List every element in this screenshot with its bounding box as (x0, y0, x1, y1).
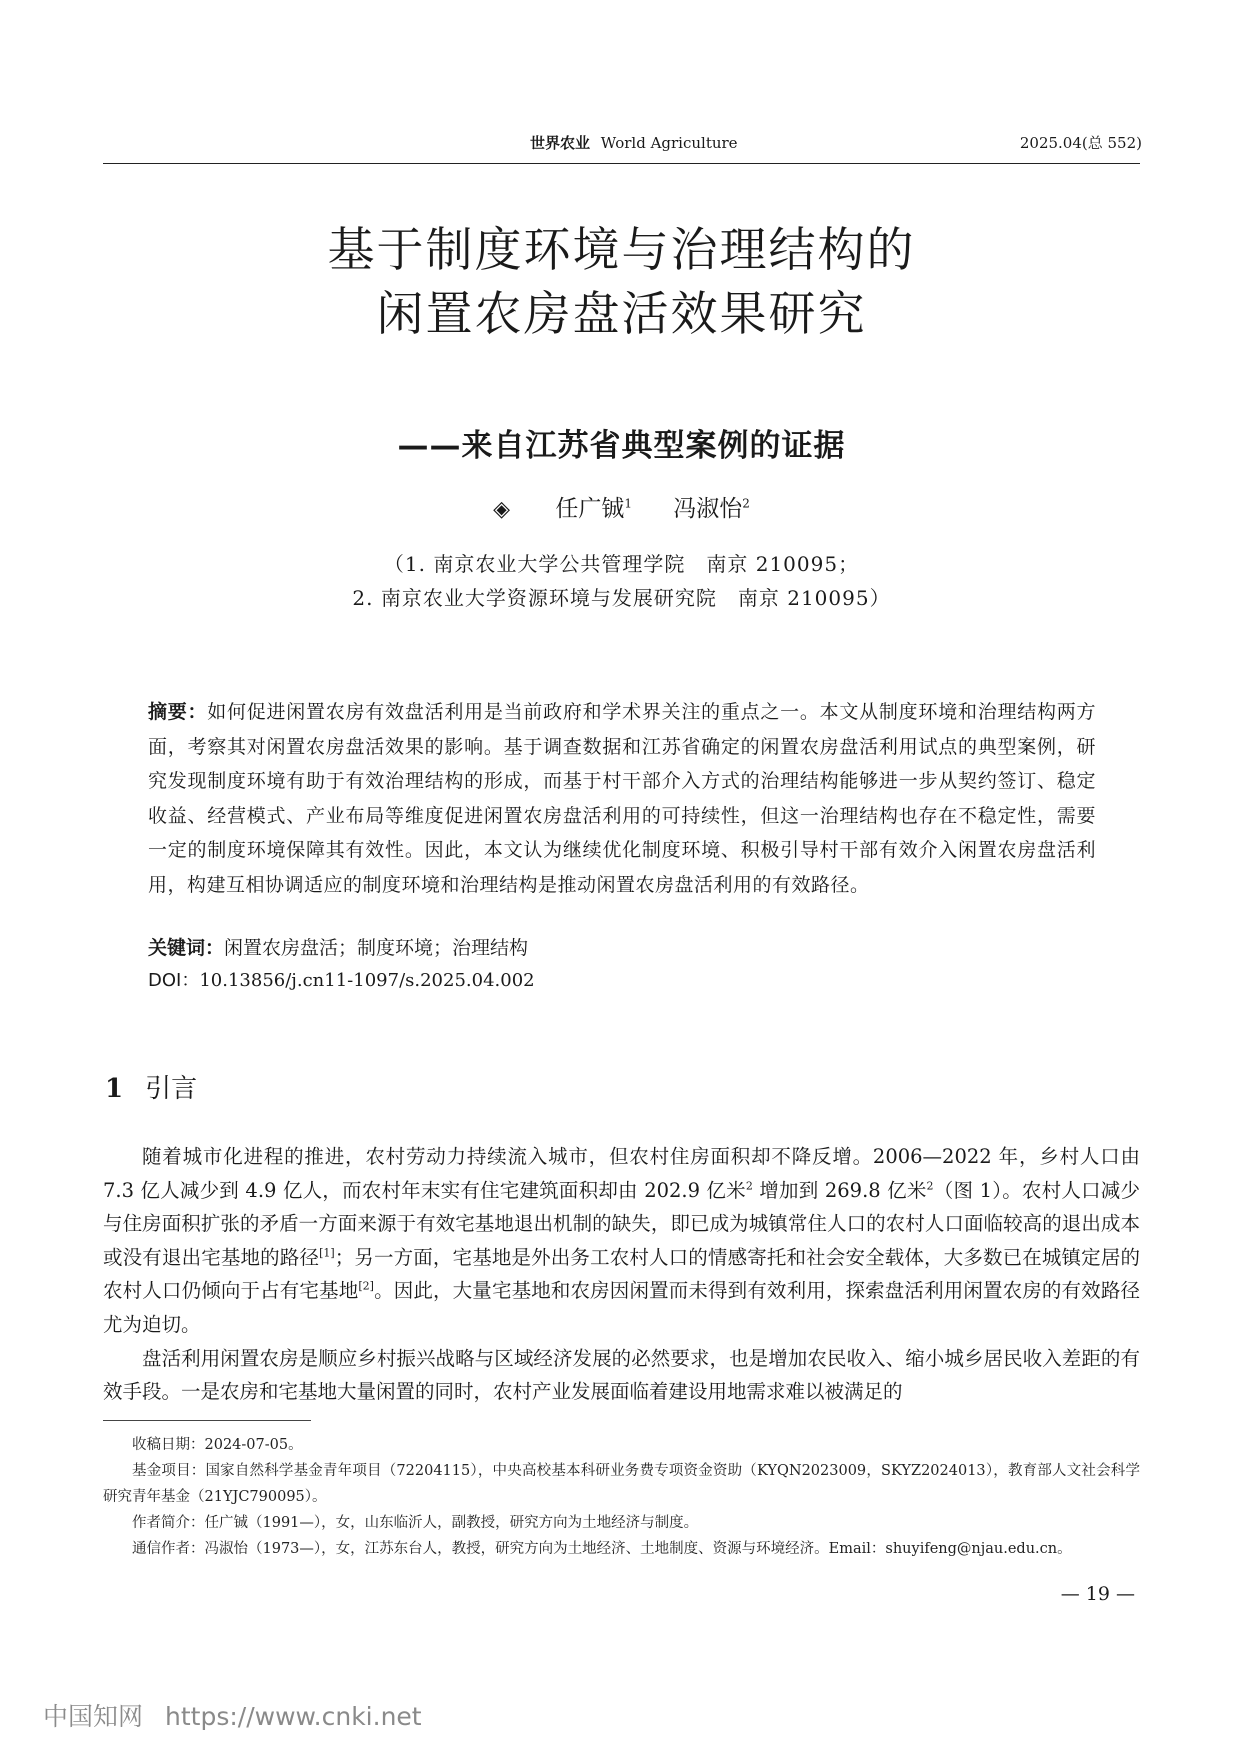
abstract (148, 695, 1096, 902)
abstract-label: 摘要： (148, 701, 208, 723)
paragraph: 盘活利用闲置农房是顺应乡村振兴战略与区域经济发展的必然要求，也是增加农民收入、缩小城乡居民收入差距的有效手段。一是农房和宅基地大量闲置的同时，农村产业发展面临着建设用地需求难以被满足的 (103, 1346, 1140, 1404)
footnote-corresponding: 通信作者：冯淑怡（1973—），女，江苏东台人，教授，研究方向为土地经济、土地制度、资源与环境经济。Email：shuyifeng@njau.edu.cn。 (132, 1541, 1072, 1557)
author-name: 任广铖 (555, 496, 625, 522)
page-number: — 19 — (1060, 1583, 1135, 1605)
header-divider (103, 163, 1140, 164)
footnote-author-bio: 作者简介：任广铖（1991—），女，山东临沂人，副教授，研究方向为土地经济与制度。 (132, 1515, 699, 1531)
running-header-journal (530, 132, 738, 153)
issue-info: 2025.04(总 552) (1019, 134, 1142, 152)
watermark-url[interactable]: https://www.cnki.net (165, 1702, 422, 1731)
footnotes (103, 1432, 1140, 1562)
cnki-watermark (43, 1697, 422, 1733)
footnote-funding: 基金项目：国家自然科学基金青年项目（72204115），中央高校基本科研业务费专项资金资助（KYQN2023009，SKYZ2024013），教育部人文社会科学研究青年基金（21YJC790095）。 (103, 1463, 1140, 1505)
keywords (148, 933, 1096, 960)
footnote-received: 收稿日期：2024-07-05。 (132, 1437, 303, 1453)
body-text (103, 1140, 1140, 1409)
doi-value[interactable]: 10.13856/j.cn11-1097/s.2025.04.002 (199, 970, 535, 991)
affiliation-2: 2. 南京农业大学资源环境与发展研究院 南京 210095） (352, 586, 891, 610)
citation-ref[interactable]: [1] (319, 1246, 335, 1260)
author-line (103, 490, 1140, 523)
author-name: 冯淑怡 (673, 496, 743, 522)
journal-logo: 世界农业 (530, 134, 591, 152)
keywords-text: 闲置农房盘活；制度环境；治理结构 (224, 937, 529, 959)
author-affil-sup: 2 (742, 496, 750, 511)
paper-subtitle: ——来自江苏省典型案例的证据 (397, 428, 846, 464)
paper-title-line2: 闲置农房盘活效果研究 (376, 287, 867, 342)
author-affil-sup: 1 (624, 496, 632, 511)
paper-title-line1: 基于制度环境与治理结构的 (327, 223, 916, 278)
section-heading (105, 1068, 197, 1105)
watermark-site: 中国知网 (43, 1702, 144, 1731)
section-number: 1 (105, 1074, 124, 1104)
citation-ref[interactable]: [2] (358, 1279, 374, 1293)
doi (148, 966, 1096, 992)
author-marker-icon: ◈ (493, 497, 510, 522)
footnote-divider (103, 1420, 311, 1421)
keywords-label: 关键词： (148, 937, 225, 959)
journal-name: World Agriculture (600, 134, 738, 152)
abstract-text: 如何促进闲置农房有效盘活利用是当前政府和学术界关注的重点之一。本文从制度环境和治理结构两方面，考察其对闲置农房盘活效果的影响。基于调查数据和江苏省确定的闲置农房盘活利用试点的典型案例，研究发现制度环境有助于有效治理结构的形成，而基于村干部介入方式的治理结构能够进一步从契约签订、稳定收益、经营模式、产业布局等维度促进闲置农房盘活利用的可持续性，但这一治理结构也存在不稳定性，需要一定的制度环境保障其有效性。因此，本文认为继续优化制度环境、积极引导村干部有效介入闲置农房盘活利用，构建互相协调适应的制度环境和治理结构是推动闲置农房盘活利用的有效路径。 (148, 701, 1096, 896)
affiliation-1: （1. 南京农业大学公共管理学院 南京 210095； (383, 552, 860, 576)
section-title: 引言 (145, 1074, 198, 1104)
paragraph: 随着城市化进程的推进，农村劳动力持续流入城市，但农村住房面积却不降反增。2006—2022 年，乡村人口由 7.3 亿人减少到 4.9 亿人，而农村年末实有住宅建筑面积却由 202.9 亿米$^2$ 增加到 269.8 亿米$^2$（图 1）。农村人口减少与住房面积扩张的矛盾一方面来源于有效宅基地退出机制的缺失，即已成为城镇常住人口的农村人口面临较高的退出成本或没有退出宅基地的路径[1]；另一方面，宅基地是外出务工农村人口的情感寄托和社会安全载体，大多数已在城镇定居的农村人口仍倾向于占有宅基地[2]。因此，大量宅基地和农房因闲置而未得到有效利用，探索盘活利用闲置农房的有效路径尤为迫切。 (103, 1145, 1141, 1336)
doi-label: DOI： (148, 970, 200, 991)
